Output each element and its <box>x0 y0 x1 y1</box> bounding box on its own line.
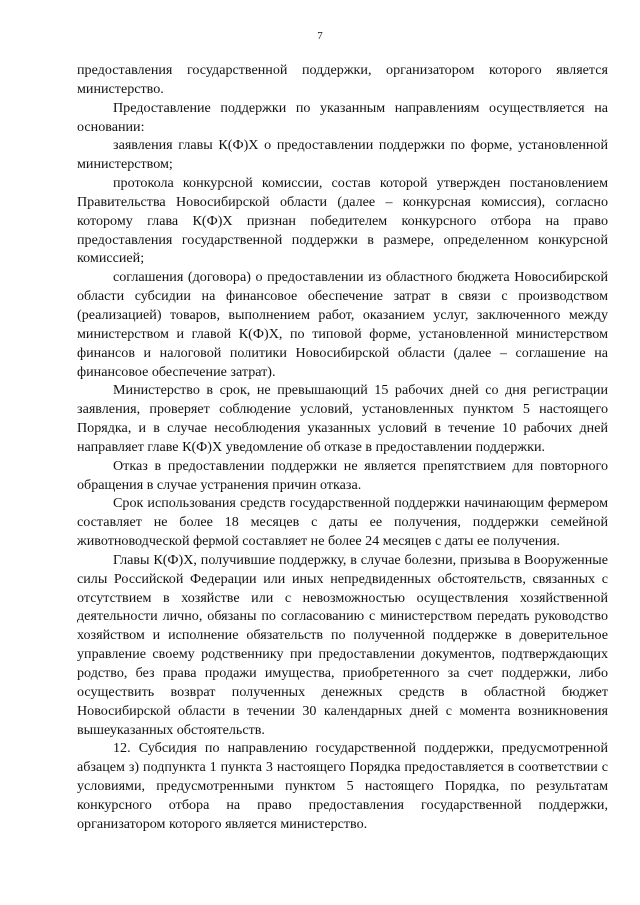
paragraph-continuation: предоставления государственной поддержки, организатором которого является министерство. <box>77 62 608 97</box>
paragraph-application: заявления главы К(Ф)Х о предоставлении поддержки по форме, установленной министерством; <box>77 137 608 173</box>
paragraph-agreement: соглашения (договора) о предоставлении из областного бюджета Новосибирской области субсидии на финансовое обеспечение затрат в связи с производством (реализацией) товаров, выполнением работ, оказанием услуг, заключенного между министерством и главой К(Ф)Х, по типовой форме, установленной министерством финансов и налоговой политики Новосибирской области (далее – соглашение на финансовое обеспечение затрат). <box>77 269 608 380</box>
paragraph-ministry-term: Министерство в срок, не превышающий 15 рабочих дней со дня регистрации заявления, проверяет соблюдение условий, установленных пунктом 5 настоящего Порядка, и в случае несоблюдения указанных условий в течение 10 рабочих дней направляет главе К(Ф)Х уведомление об отказе в предоставлении поддержки. <box>77 382 608 455</box>
paragraph-protocol: протокола конкурсной комиссии, состав которой утвержден постановлением Правительства Новосибирской области (далее – конкурсная комиссия), согласно которому глава К(Ф)Х признан победителем конкурсного отбора на право предоставления государственной поддержки в размере, определенном конкурсной комиссией; <box>77 175 608 267</box>
paragraph-obligations: Главы К(Ф)Х, получившие поддержку, в случае болезни, призыва в Вооруженные силы Российской Федерации или иных непредвиденных обстоятельств, связанных с отсутствием в хозяйстве или с невозможностью осуществления хозяйственной деятельности лично, обязаны по согласованию с министерством передать руководство хозяйством и исполнение обязательств по полученной поддержке в доверительное управление своему родственнику при предоставлении документов, подтверждающих родство, без права продажи имущества, приобретенного за счет поддержки, либо осуществить возврат полученных денежных средств в областной бюджет Новосибирской области в течении 30 календарных дней с момента возникновения вышеуказанных обстоятельств. <box>77 551 608 738</box>
paragraph-refusal: Отказ в предоставлении поддержки не является препятствием для повторного обращения в случае устранения причин отказа. <box>77 457 608 493</box>
paragraph-item-12: 12. Субсидия по направлению государственной поддержки, предусмотренной абзацем з) подпункта 1 пункта 3 настоящего Порядка предоставляется в соответствии с условиями, предусмотренными пунктом 5 настоящего Порядка, по результатам конкурсного отбора на право предоставления государственной поддержки, организатором которого является министерство. <box>77 740 608 832</box>
paragraph-usage-term: Срок использования средств государственной поддержки начинающим фермером составляет не более 18 месяцев с даты ее получения, поддержки семейной животноводческой фермой составляет не более 24 месяцев с даты ее получения. <box>77 495 608 550</box>
paragraph-basis-intro: Предоставление поддержки по указанным направлениям осуществляется на основании: <box>77 99 608 135</box>
document-body <box>77 61 608 834</box>
page-number: 7 <box>317 30 323 42</box>
